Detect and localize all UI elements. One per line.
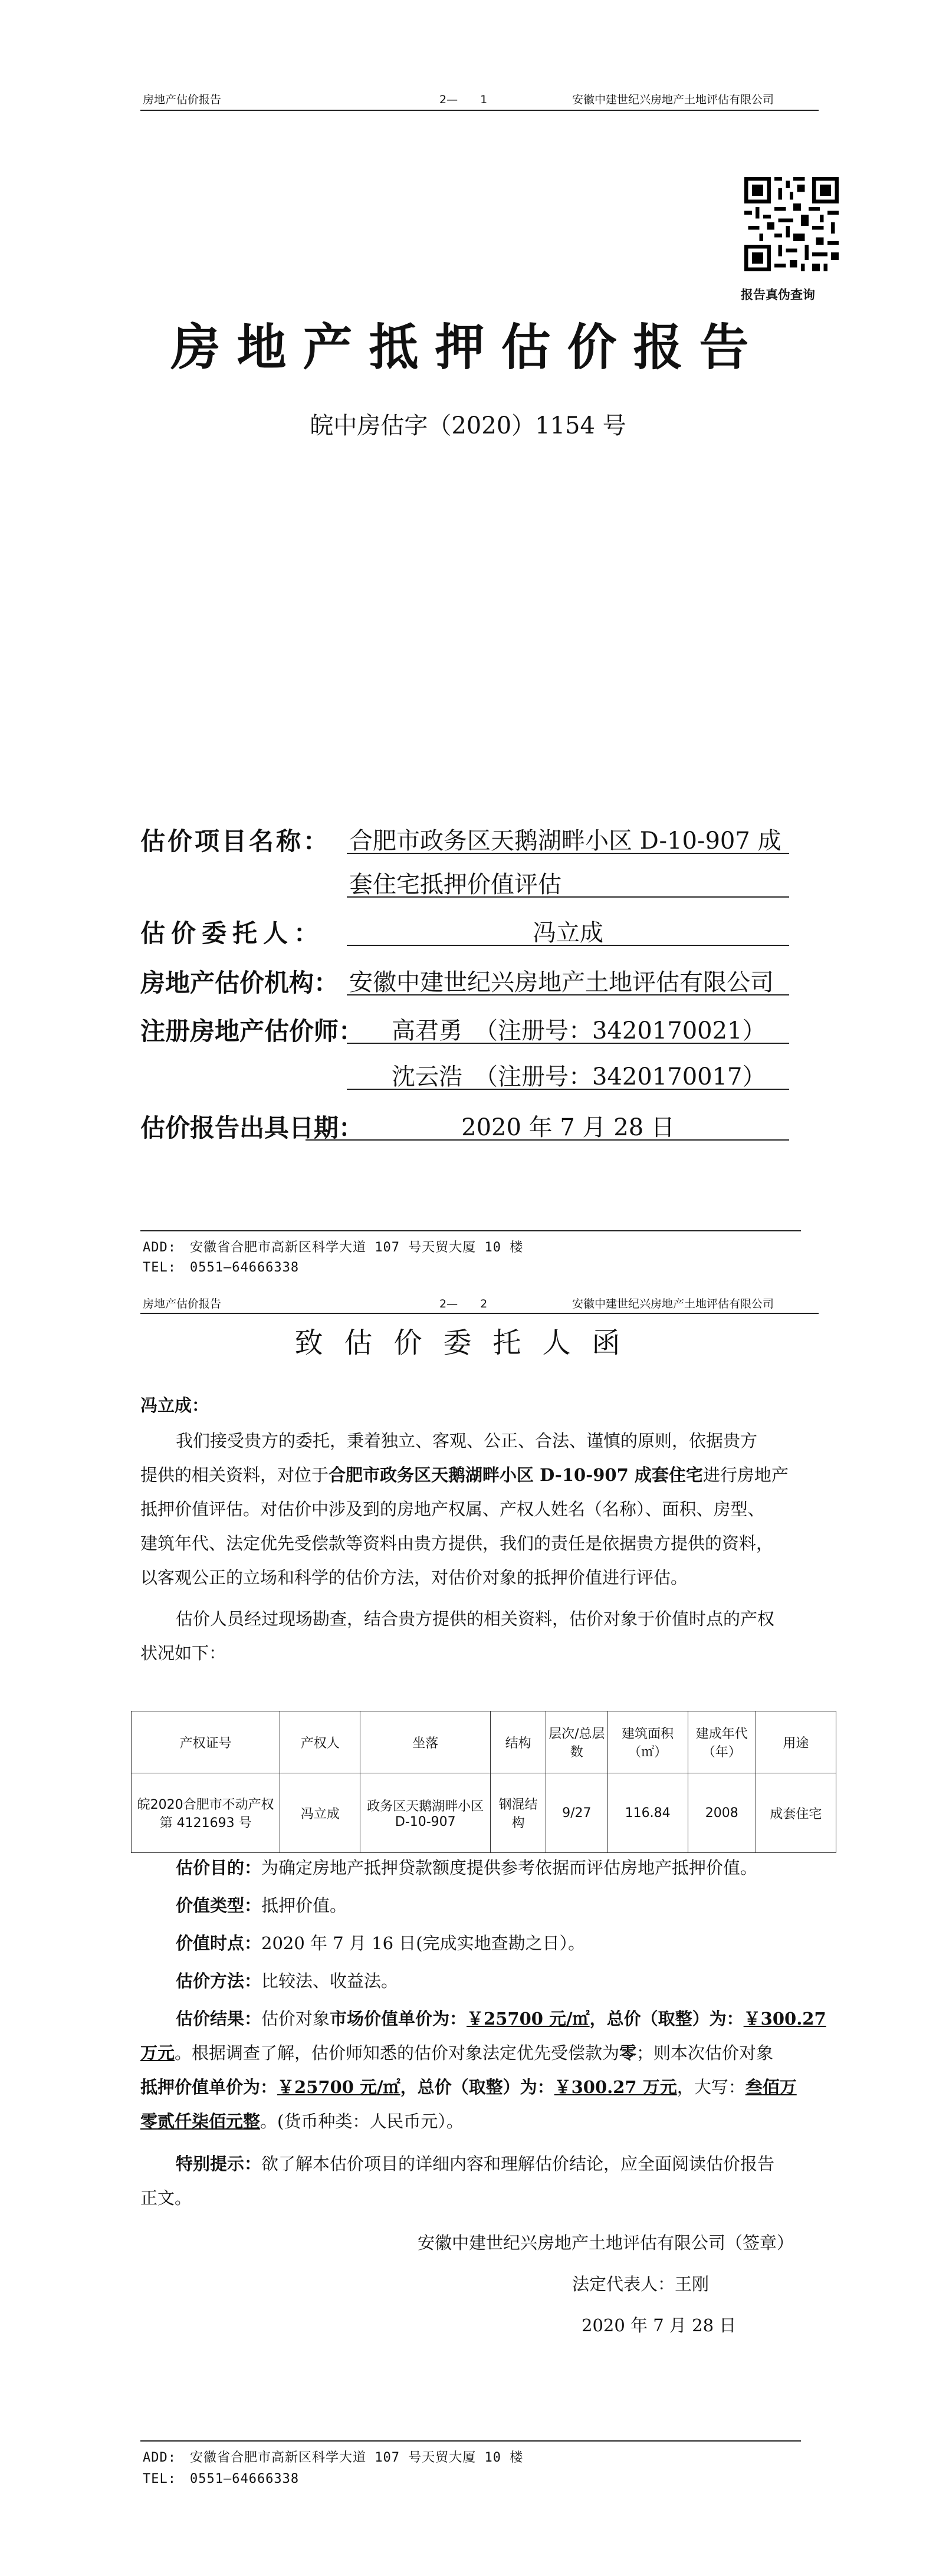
header-right: 安徽中建世纪兴房地产土地评估有限公司 <box>572 1297 774 1310</box>
text: 进行房地产 <box>702 1465 789 1485</box>
label: 估价方法： <box>176 1971 262 1991</box>
col-cert-no: 产权证号 <box>132 1711 280 1773</box>
footer-tel: TEL: 0551—64666338 <box>143 2472 300 2486</box>
qr-code-icon[interactable] <box>744 177 839 271</box>
header-rule <box>140 110 819 111</box>
col-structure: 结构 <box>491 1711 546 1773</box>
agency-label: 房地产估价机构： <box>140 968 339 997</box>
client-value: 冯立成 <box>533 919 603 947</box>
amount-in-words: 叁佰万 <box>745 2077 797 2097</box>
signature-date: 2020 年 7 月 28 日 <box>582 2315 737 2335</box>
text: 万元 <box>140 2043 175 2063</box>
agency-value: 安徽中建世纪兴房地产土地评估有限公司 <box>349 969 774 996</box>
report-date-label: 估价报告出具日期： <box>140 1113 364 1142</box>
tip-line2: 正文。 <box>140 2188 192 2208</box>
header-left: 房地产估价报告 <box>143 93 222 106</box>
footer-address: ADD: 安徽省合肥市高新区科学大道 107 号天贸大厦 10 楼 <box>143 2450 524 2465</box>
priority-amount: 零 <box>619 2043 637 2063</box>
col-area: 建筑面积（㎡） <box>607 1711 688 1773</box>
header-right: 安徽中建世纪兴房地产土地评估有限公司 <box>572 93 774 106</box>
appraiser-1: 高君勇 （注册号：3420170021） <box>392 1017 766 1044</box>
col-use: 用途 <box>756 1711 836 1773</box>
text: 欲了解本估价项目的详细内容和理解估价结论，应全面阅读估价报告 <box>261 2154 775 2174</box>
value-type-line <box>176 1890 347 1921</box>
para1-line3: 抵押价值评估。对估价中涉及到的房地产权属、产权人姓名（名称）、面积、房型、 <box>140 1499 765 1519</box>
text: 2020 年 7 月 16 日(完成实地查勘之日）。 <box>261 1933 586 1953</box>
table-header-row <box>132 1711 836 1773</box>
text: 。(货币种类：人民币元）。 <box>260 2111 464 2131</box>
report-number: 皖中房估字（2020）1154 号 <box>310 412 626 439</box>
label: 估价目的： <box>176 1858 262 1878</box>
para1-line4: 建筑年代、法定优先受偿款等资料由贵方提供，我们的责任是依据贵方提供的资料， <box>140 1533 774 1553</box>
text: ，总价（取整）为： <box>589 2009 744 2029</box>
footer-rule <box>140 2440 801 2442</box>
underline <box>347 945 789 946</box>
para1-line1: 我们接受贵方的委托，秉着独立、客观、公正、合法、谨慎的原则，依据贵方 <box>176 1431 758 1451</box>
text: 提供的相关资料，对位于 <box>140 1465 329 1485</box>
underline <box>347 1043 789 1044</box>
method-line <box>176 1965 398 1997</box>
tip-line1 <box>176 2148 774 2180</box>
property-status-table <box>131 1711 836 1853</box>
report-date-value: 2020 年 7 月 28 日 <box>461 1114 675 1141</box>
text: 。根据调查了解，估价师知悉的估价对象法定优先受偿款为 <box>175 2043 620 2063</box>
result-line1 <box>176 2003 826 2035</box>
result-line2 <box>140 2037 773 2069</box>
project-name-line2: 套住宅抵押价值评估 <box>349 871 561 898</box>
mortgage-total-price: ￥300.27 万元 <box>554 2077 677 2097</box>
underline <box>347 994 789 995</box>
market-unit-price: ￥25700 元/㎡ <box>467 2009 590 2029</box>
cell-area: 116.84 <box>607 1773 688 1853</box>
cell-floor: 9/27 <box>546 1773 608 1853</box>
footer-rule <box>140 1230 801 1231</box>
header-rule <box>140 1313 819 1314</box>
salutation: 冯立成： <box>140 1395 209 1415</box>
letter-title: 致估价委托人函 <box>294 1326 642 1359</box>
signature-representative: 法定代表人：王刚 <box>572 2274 710 2294</box>
underline <box>347 853 789 854</box>
purpose-line <box>176 1852 757 1884</box>
value-time-line <box>176 1927 585 1959</box>
cell-structure: 钢混结构 <box>491 1773 546 1853</box>
underline <box>306 1139 789 1141</box>
cell-cert-no: 皖2020合肥市不动产权第 4121693 号 <box>132 1773 280 1853</box>
para2-line1: 估价人员经过现场勘查，结合贵方提供的相关资料，估价对象于价值时点的产权 <box>176 1609 775 1629</box>
cell-year: 2008 <box>688 1773 756 1853</box>
result-line3 <box>140 2071 797 2103</box>
label: 价值时点： <box>176 1933 262 1953</box>
appraiser-label: 注册房地产估价师： <box>140 1017 364 1046</box>
project-name-line1: 合肥市政务区天鹅湖畔小区 D-10-907 成 <box>349 827 781 855</box>
amount-in-words: 零贰仟柒佰元整 <box>140 2111 261 2131</box>
mortgage-unit-price: ￥25700 元/㎡ <box>277 2077 400 2097</box>
para1-line5: 以客观公正的立场和科学的估价方法，对估价对象的抵押价值进行评估。 <box>140 1568 688 1588</box>
label: 价值类型： <box>176 1895 262 1915</box>
client-label: 估价委托人： <box>140 919 325 948</box>
qr-caption: 报告真伪查询 <box>741 288 815 302</box>
col-location: 坐落 <box>360 1711 491 1773</box>
cell-location: 政务区天鹅湖畔小区 D-10-907 <box>360 1773 491 1853</box>
para1-line2 <box>140 1459 789 1491</box>
text: 抵押价值。 <box>261 1895 347 1915</box>
footer-address: ADD: 安徽省合肥市高新区科学大道 107 号天贸大厦 10 楼 <box>143 1240 524 1255</box>
header-left: 房地产估价报告 <box>143 1297 222 1310</box>
col-year: 建成年代（年） <box>688 1711 756 1773</box>
cell-owner: 冯立成 <box>280 1773 360 1853</box>
signature-company: 安徽中建世纪兴房地产土地评估有限公司（签章） <box>418 2233 794 2253</box>
project-name-label: 估价项目名称： <box>140 827 331 856</box>
para2-line2: 状况如下： <box>140 1643 226 1663</box>
text: 比较法、收益法。 <box>261 1971 399 1991</box>
label: 估价结果： <box>176 2009 262 2029</box>
underline <box>347 1089 789 1090</box>
cell-use: 成套住宅 <box>756 1773 836 1853</box>
header-page-number: 2— 2 <box>439 1297 488 1310</box>
property-location: 合肥市政务区天鹅湖畔小区 D-10-907 成套住宅 <box>329 1465 703 1485</box>
header-page-number: 2— 1 <box>439 93 488 106</box>
market-total-price: ￥300.27 <box>743 2009 826 2029</box>
label: 特别提示： <box>176 2154 262 2174</box>
col-owner: 产权人 <box>280 1711 360 1773</box>
text: 抵押价值单价为： <box>140 2077 278 2097</box>
result-line4 <box>140 2105 464 2137</box>
underline <box>347 896 789 898</box>
col-floor: 层次/总层数 <box>546 1711 608 1773</box>
text: ；则本次估价对象 <box>636 2043 774 2063</box>
appraiser-2: 沈云浩 （注册号：3420170017） <box>392 1063 766 1090</box>
report-title: 房地产抵押估价报告 <box>170 318 766 376</box>
text: ，总价（取整）为： <box>400 2077 554 2097</box>
text: ，大写： <box>676 2077 745 2097</box>
table-row <box>132 1773 836 1853</box>
text: 估价对象 <box>261 2009 330 2029</box>
footer-tel: TEL: 0551—64666338 <box>143 1260 300 1275</box>
text: 市场价值单价为： <box>330 2009 467 2029</box>
text: 为确定房地产抵押贷款额度提供参考依据而评估房地产抵押价值。 <box>261 1858 758 1878</box>
